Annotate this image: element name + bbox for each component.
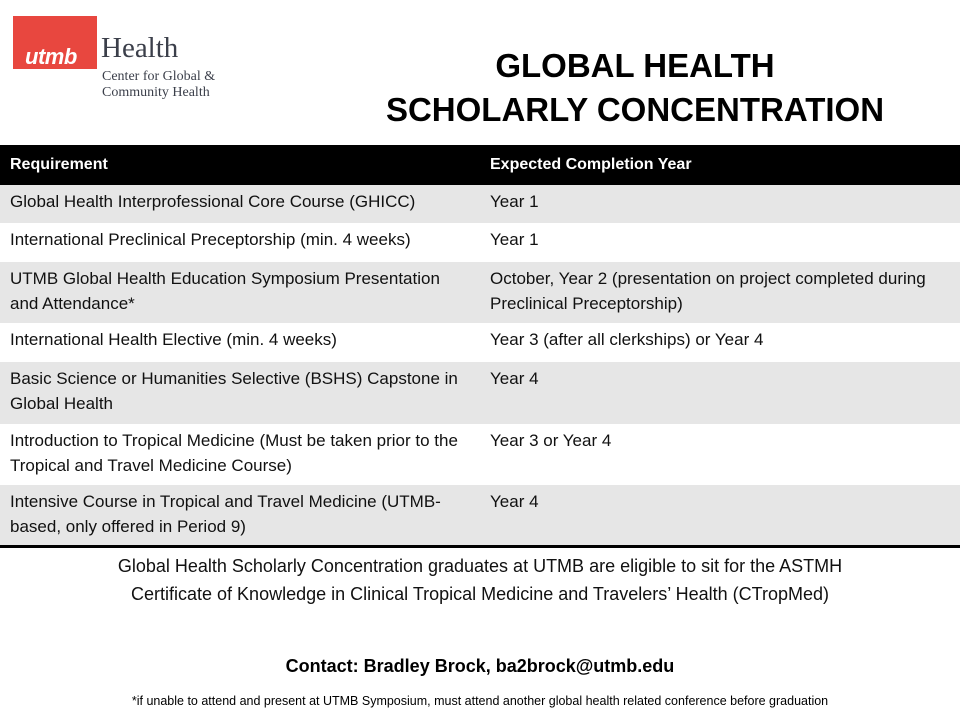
table-row <box>0 362 960 424</box>
header-requirement: Requirement <box>10 156 108 173</box>
utmb-health-logo <box>13 16 253 106</box>
logo-subtitle-line1: Center for Global & <box>102 69 216 84</box>
note-line2: Certificate of Knowledge in Clinical Tropical Medicine and Travelers’ Health (CTropMed) <box>131 584 829 604</box>
year-cell: Year 4 <box>490 369 539 388</box>
requirements-table <box>0 145 960 548</box>
year-cell: Year 3 or Year 4 <box>490 431 612 450</box>
requirement-cell: Basic Science or Humanities Selective (BSHS) Capstone in Global Health <box>10 369 458 413</box>
requirement-cell: Global Health Interprofessional Core Course (GHICC) <box>10 192 416 211</box>
logo-subtitle <box>102 69 215 101</box>
year-cell: Year 4 <box>490 492 539 511</box>
logo-red-box <box>13 16 97 69</box>
logo-subtitle-line2: Community Health <box>102 85 210 100</box>
title-line1: GLOBAL HEALTH <box>495 47 775 84</box>
table-row <box>0 424 960 485</box>
note-line1: Global Health Scholarly Concentration graduates at UTMB are eligible to sit for the ASTMH <box>117 556 843 576</box>
certificate-note <box>0 552 960 608</box>
table-row <box>0 262 960 323</box>
requirement-cell: Introduction to Tropical Medicine (Must be taken prior to the Tropical and Travel Medicine Course) <box>10 431 458 475</box>
requirement-cell: Intensive Course in Tropical and Travel Medicine (UTMB-based, only offered in Period 9) <box>10 492 441 536</box>
page-title <box>360 44 910 132</box>
title-line2: SCHOLARLY CONCENTRATION <box>385 91 885 128</box>
year-cell: October, Year 2 (presentation on project completed during Preclinical Preceptorship) <box>490 269 926 313</box>
requirement-cell: UTMB Global Health Education Symposium Presentation and Attendance* <box>10 269 440 313</box>
table-row <box>0 485 960 545</box>
footnote: *if unable to attend and present at UTMB Symposium, must attend another global health related conference before graduation <box>131 694 829 708</box>
table-row <box>0 185 960 223</box>
table-row <box>0 323 960 362</box>
logo-utmb-text: utmb <box>25 44 77 69</box>
year-cell: Year 3 (after all clerkships) or Year 4 <box>490 330 764 349</box>
header-expected-completion-year: Expected Completion Year <box>490 156 692 173</box>
logo-health-text: Health <box>101 32 179 64</box>
contact-line: Contact: Bradley Brock, ba2brock@utmb.edu <box>285 656 675 676</box>
year-cell: Year 1 <box>490 192 539 211</box>
table-row <box>0 223 960 262</box>
requirement-cell: International Health Elective (min. 4 weeks) <box>10 330 337 349</box>
table-header-row <box>0 145 960 185</box>
table-bottom-border <box>0 545 960 548</box>
year-cell: Year 1 <box>490 230 539 249</box>
requirement-cell: International Preclinical Preceptorship (min. 4 weeks) <box>10 230 411 249</box>
